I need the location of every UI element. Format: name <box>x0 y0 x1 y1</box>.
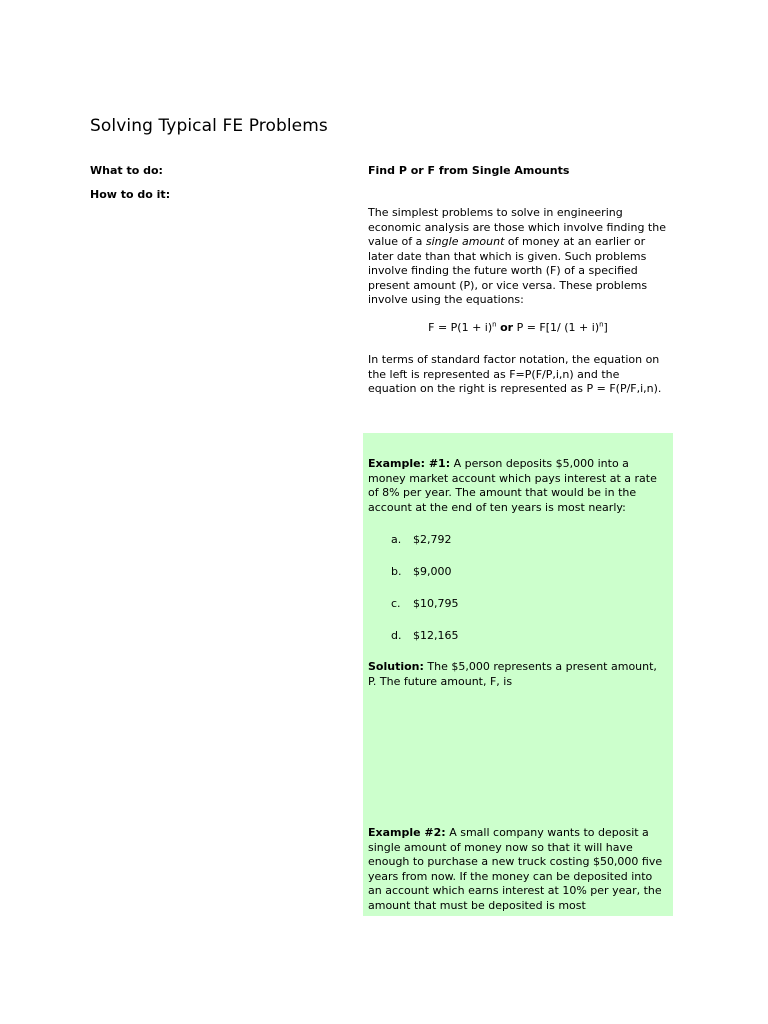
choice-letter: b. <box>391 565 402 578</box>
section-heading: Find P or F from Single Amounts <box>368 164 570 177</box>
choice-letter: c. <box>391 597 401 610</box>
equation-left: F = P(1 + i) <box>428 321 493 334</box>
page-title: Solving Typical FE Problems <box>90 116 328 136</box>
intro-italic: single amount <box>425 235 505 248</box>
choice-value: $9,000 <box>413 565 452 578</box>
example-2-label: Example #2: <box>368 826 446 839</box>
solution-1-text: The $5,000 represents a present amount, P. The future amount, F, is <box>368 660 657 688</box>
solution-1 <box>368 660 668 689</box>
what-to-do-label: What to do: <box>90 164 163 177</box>
equation-right: P = F[1/ (1 + i) <box>516 321 600 334</box>
example-2-text: A small company wants to deposit a single amount of money now so that it will have enough to purchase a new truck costing $50,000 five years from now. If the money can be deposited into an account which earns interest at 10% per year, the amount that must be deposited is most <box>368 826 663 912</box>
example-2 <box>368 826 668 913</box>
choice-value: $2,792 <box>413 533 452 546</box>
equation-right-exponent: n <box>599 320 604 329</box>
intro-text-2: of money at an earlier or later date than that which is given. Such problems involve finding the future worth (F) of a specified present amount (P), or vice versa. These problems involve using the equations: <box>368 235 648 306</box>
equation-left-exponent: n <box>492 320 497 329</box>
choice-value: $12,165 <box>413 629 459 642</box>
equation-or: or <box>500 321 514 334</box>
example-1 <box>368 457 668 515</box>
choice-letter: a. <box>391 533 402 546</box>
example-1-text: A person deposits $5,000 into a money market account which pays interest at a rate of 8% per year. The amount that would be in the account at the end of ten years is most nearly: <box>368 457 657 514</box>
equation <box>368 321 668 334</box>
choice-value: $10,795 <box>413 597 459 610</box>
intro-text-1: The simplest problems to solve in engineering economic analysis are those which involve finding the value of a <box>368 206 666 248</box>
notation-paragraph: In terms of standard factor notation, the equation on the left is represented as F=P(F/P,i,n) and the equation on the right is represented as P = F(P/F,i,n). <box>368 353 662 395</box>
example-1-label: Example: #1: <box>368 457 451 470</box>
choice-letter: d. <box>391 629 402 642</box>
how-to-do-it-label: How to do it: <box>90 188 171 201</box>
intro-paragraph <box>368 206 668 308</box>
equation-right-close: ] <box>603 321 608 334</box>
solution-1-label: Solution: <box>368 660 424 673</box>
